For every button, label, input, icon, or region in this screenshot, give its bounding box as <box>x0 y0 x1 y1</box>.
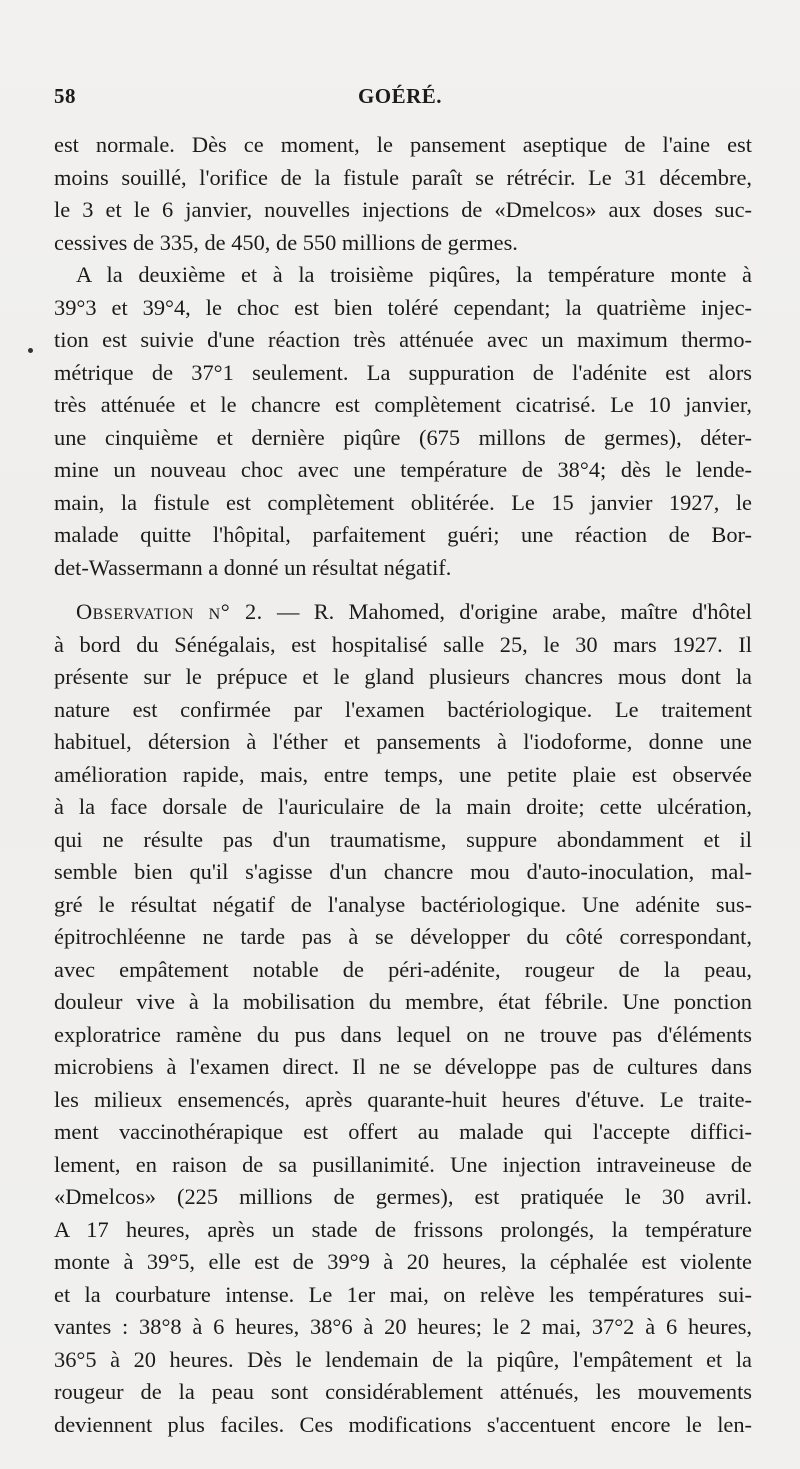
text-line: très atténuée et le chancre est complètement cicatrisé. Le 10 janvier, <box>54 392 752 417</box>
text-line: habituel, détersion à l'éther et pansements à l'iodoforme, donne une <box>54 729 752 754</box>
observation-2 <box>54 596 752 1441</box>
text-line: semble bien qu'il s'agisse d'un chancre mou d'auto-inoculation, mal- <box>54 859 752 884</box>
text-line: avec empâtement notable de péri-adénite, rougeur de la peau, <box>54 956 752 982</box>
text-line: est normale. Dès ce moment, le pansement aseptique de l'aine est <box>54 132 752 157</box>
page-number: 58 <box>54 84 76 108</box>
text-line: malade quitte l'hôpital, parfaitement guéri; une réaction de Bor- <box>54 522 752 547</box>
text-line: A la deuxième et à la troisième piqûres, la température monte à <box>76 262 752 287</box>
text-line: qui ne résulte pas d'un traumatisme, suppure abondamment et il <box>54 826 752 852</box>
text-line: lement, en raison de sa pusillanimité. Une injection intraveineuse de <box>54 1151 752 1177</box>
margin-mark <box>28 348 33 353</box>
text-line: et la courbature intense. Le 1er mai, on relève les températures sui- <box>54 1281 752 1307</box>
text-line: A 17 heures, après un stade de frissons prolongés, la température <box>54 1216 752 1242</box>
text-line: douleur vive à la mobilisation du membre, état fébrile. Une ponction <box>54 989 752 1014</box>
text-line: métrique de 37°1 seulement. La suppuration de l'adénite est alors <box>54 359 752 385</box>
running-head: GOÉRÉ. <box>357 84 443 108</box>
text-line: cessives de 335, de 450, de 550 millions de germes. <box>54 229 518 255</box>
text-line: une cinquième et dernière piqûre (675 millons de germes), déter- <box>54 424 752 450</box>
text-line: 39°3 et 39°4, le choc est bien toléré cependant; la quatrième injec- <box>54 294 752 320</box>
text-line: mine un nouveau choc avec une température de 38°4; dès le lende- <box>54 457 752 482</box>
paragraph-2 <box>54 259 752 584</box>
text-line: épitrochléenne ne tarde pas à se développer du côté correspondant, <box>54 924 752 949</box>
text-line: à la face dorsale de l'auriculaire de la main droite; cette ulcération, <box>54 794 752 819</box>
text-line: monte à 39°5, elle est de 39°9 à 20 heures, la céphalée est violente <box>54 1249 752 1274</box>
text-line: moins souillé, l'orifice de la fistule paraît se rétrécir. Le 31 décembre, <box>54 164 752 190</box>
text-line: nature est confirmée par l'examen bactériologique. Le traitement <box>54 696 752 722</box>
observation-intro: — R. Mahomed, d'origine arabe, maître d'hôtel <box>262 599 752 624</box>
text-line: rougeur de la peau sont considérablement atténués, les mouvements <box>54 1379 752 1404</box>
observation-label: Observation n° 2. <box>76 599 263 624</box>
text-line: à bord du Sénégalais, est hospitalisé salle 25, le 30 mars 1927. Il <box>54 631 752 657</box>
text-line: ment vaccinothérapique est offert au malade qui l'accepte diffici- <box>54 1119 752 1144</box>
text-line: exploratrice ramène du pus dans lequel on ne trouve pas d'éléments <box>54 1021 752 1047</box>
text-line: tion est suivie d'une réaction très atténuée avec un maximum thermo- <box>54 327 752 352</box>
text-line: deviennent plus faciles. Ces modifications s'accentuent encore le len- <box>54 1411 752 1437</box>
text-line: les milieux ensemencés, après quarante-huit heures d'étuve. Le traite- <box>54 1086 752 1112</box>
text-line: microbiens à l'examen direct. Il ne se développe pas de cultures dans <box>54 1054 752 1079</box>
text-line: gré le résultat négatif de l'analyse bactériologique. Une adénite sus- <box>54 891 752 917</box>
paragraph-1 <box>54 129 752 259</box>
text-line: le 3 et le 6 janvier, nouvelles injections de «Dmelcos» aux doses suc- <box>54 197 752 222</box>
page-header <box>54 84 746 114</box>
text-line: amélioration rapide, mais, entre temps, une petite plaie est observée <box>54 761 752 787</box>
text-line: det-Wassermann a donné un résultat négatif. <box>54 554 452 580</box>
text-line: vantes : 38°8 à 6 heures, 38°6 à 20 heures; le 2 mai, 37°2 à 6 heures, <box>54 1314 752 1339</box>
text-line: main, la fistule est complètement oblitérée. Le 15 janvier 1927, le <box>54 489 752 515</box>
text-line: présente sur le prépuce et le gland plusieurs chancres mous dont la <box>54 664 752 689</box>
observation-first-line <box>54 596 752 629</box>
text-line: 36°5 à 20 heures. Dès le lendemain de la piqûre, l'empâtement et la <box>54 1346 752 1372</box>
text-line: «Dmelcos» (225 millions de germes), est pratiquée le 30 avril. <box>54 1184 752 1209</box>
